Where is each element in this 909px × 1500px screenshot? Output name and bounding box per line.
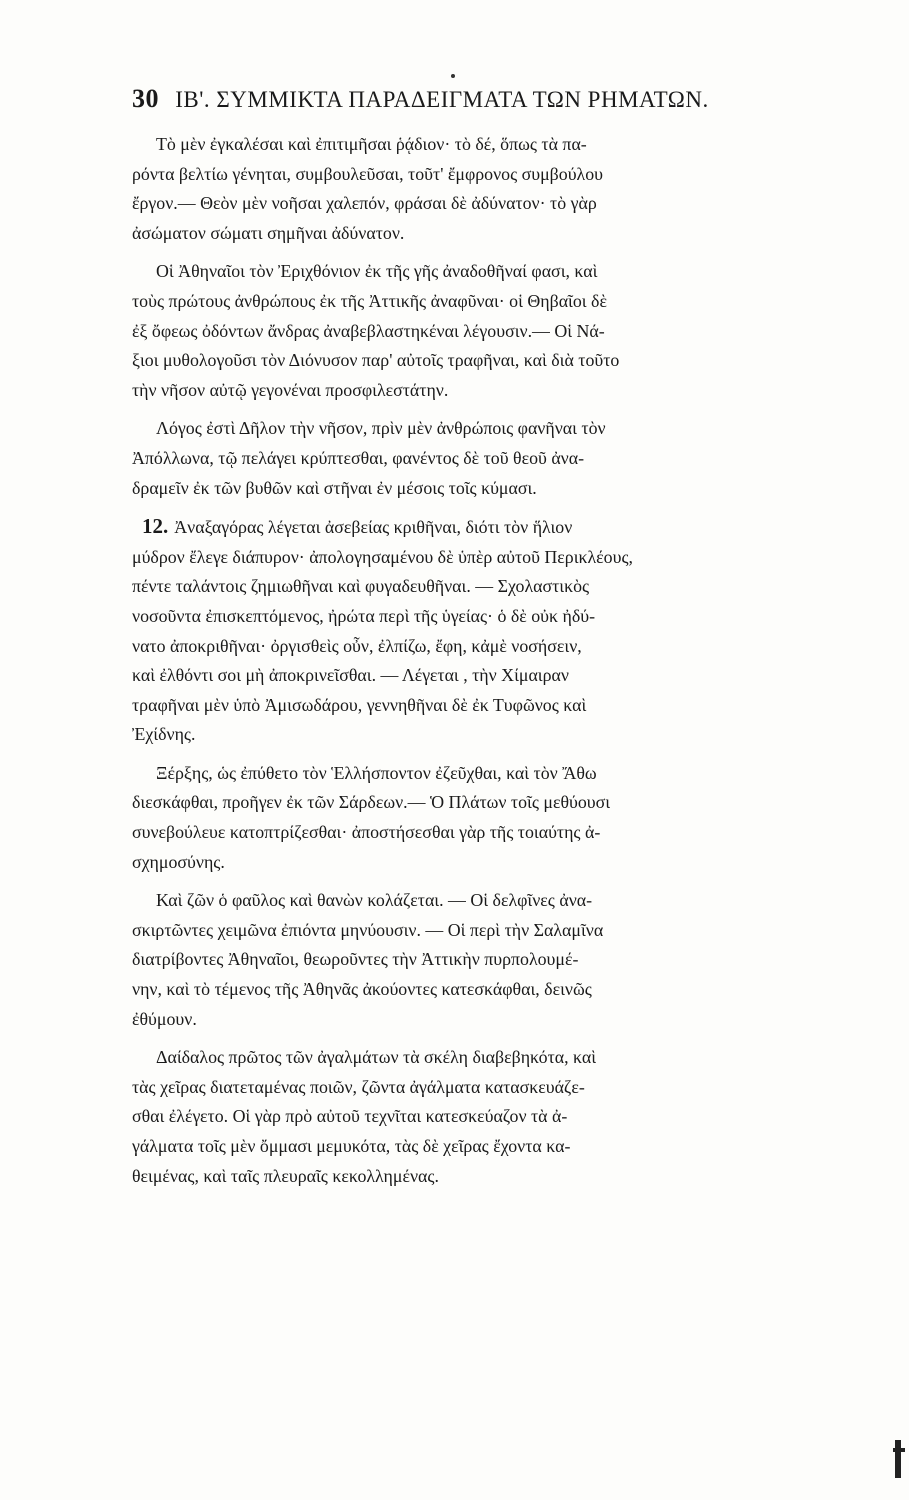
paragraph bbox=[132, 512, 792, 750]
paragraph bbox=[132, 414, 792, 503]
page-number: 30 bbox=[132, 84, 159, 113]
running-header bbox=[132, 84, 772, 114]
scan-edge-mark bbox=[893, 1448, 905, 1452]
text-line: Ἀπόλλωνα, τῷ πελάγει κρύπτεσθαι, φανέντος δὲ τοῦ θεοῦ ἀνα- bbox=[132, 447, 585, 468]
text-line: θειμένας, καὶ ταῖς πλευραῖς κεκολλημένας. bbox=[132, 1165, 439, 1186]
paragraph bbox=[132, 1043, 792, 1191]
text-line: νην, καὶ τὸ τέμενος τῆς Ἀθηνᾶς ἀκούοντες κατεσκάφθαι, δεινῶς bbox=[132, 979, 592, 1000]
text-line: σκιρτῶντες χειμῶνα ἐπιόντα μηνύουσιν. — Οἱ περὶ τὴν Σαλαμῖνα bbox=[132, 919, 604, 940]
text-line: νοσοῦντα ἐπισκεπτόμενος, ἠρώτα περὶ τῆς ὑγείας· ὁ δὲ οὐκ ἠδύ- bbox=[132, 605, 596, 626]
text-line: διατρίβοντες Ἀθηναῖοι, θεωροῦντες τὴν Ἀττικὴν πυρπολουμέ- bbox=[132, 949, 579, 970]
text-line: ἐξ ὄφεως ὀδόντων ἄνδρας ἀναβεβλαστηκέναι λέγουσιν.— Οἱ Νά- bbox=[132, 320, 605, 341]
running-title: IB'. ΣΥΜΜΙΚΤΑ ΠΑΡΑΔΕΙΓΜΑΤΑ ΤΩΝ ΡΗΜΑΤΩΝ. bbox=[175, 87, 709, 112]
text-line: τὴν νῆσον αὐτῷ γεγονέναι προσφιλεστάτην. bbox=[132, 379, 449, 400]
text-line: σχημοσύνης. bbox=[132, 851, 225, 872]
text-line: μύδρον ἔλεγε διάπυρον· ἀπολογησαμένου δὲ ὑπὲρ αὐτοῦ Περικλέους, bbox=[132, 546, 633, 567]
text-line: γάλματα τοῖς μὲν ὄμμασι μεμυκότα, τὰς δὲ χεῖρας ἔχοντα κα- bbox=[132, 1136, 571, 1156]
text-line: τὰς χεῖρας διατεταμένας ποιῶν, ζῶντα ἀγάλματα κατασκευάζε- bbox=[132, 1076, 585, 1097]
text-line: ἔργον.— Θεὸν μὲν νοῆσαι χαλεπόν, φράσαι δὲ ἀδύνατον· τὸ γὰρ bbox=[132, 193, 597, 214]
text-line: τοὺς πρώτους ἀνθρώπους ἐκ τῆς Ἀττικῆς ἀναφῦναι· οἱ Θηβαῖοι δὲ bbox=[132, 290, 607, 311]
text-line: ξιοι μυθολογοῦσι τὸν Διόνυσον παρ' αὐτοῖς τραφῆναι, καὶ διὰ τοῦτο bbox=[132, 350, 620, 371]
line-text: Ἀναξαγόρας λέγεται ἀσεβείας κριθῆναι, διότι τὸν ἥλιον bbox=[174, 517, 573, 538]
text-line: πέντε ταλάντοις ζημιωθῆναι καὶ φυγαδευθῆναι. — Σχολαστικὸς bbox=[132, 576, 590, 597]
paragraph bbox=[132, 886, 792, 1034]
paragraph bbox=[132, 130, 792, 248]
text-line: ἀσώματον σώματι σημῆναι ἀδύνατον. bbox=[132, 222, 405, 243]
text-line bbox=[132, 512, 792, 543]
text-line: Ξέρξης, ὡς ἐπύθετο τὸν Ἑλλήσποντον ἐζεῦχθαι, καὶ τὸν Ἄθω bbox=[156, 762, 597, 783]
text-line: Τὸ μὲν ἐγκαλέσαι καὶ ἐπιτιμῆσαι ῥᾴδιον· τὸ δέ, ὅπως τὰ πα- bbox=[156, 134, 587, 154]
paragraph bbox=[132, 759, 792, 877]
printer-dot bbox=[451, 74, 455, 78]
text-line: καὶ ἐλθόντι σοι μὴ ἀποκρινεῖσθαι. — Λέγεται , τὴν Χίμαιραν bbox=[132, 665, 569, 686]
text-line: Λόγος ἐστὶ Δῆλον τὴν νῆσον, πρὶν μὲν ἀνθρώποις φανῆναι τὸν bbox=[156, 418, 606, 439]
section-number: 12. bbox=[142, 514, 169, 539]
text-line: ρόντα βελτίω γένηται, συμβουλεῦσαι, τοῦτ' ἔμφρονος συμβούλου bbox=[132, 163, 603, 184]
text-line: Οἱ Ἀθηναῖοι τὸν Ἐριχθόνιον ἐκ τῆς γῆς ἀναδοθῆναί φασι, καὶ bbox=[156, 261, 598, 282]
text-line: διεσκάφθαι, προῆγεν ἐκ τῶν Σάρδεων.— Ὁ Πλάτων τοῖς μεθύουσι bbox=[132, 792, 611, 813]
text-line: Ἐχίδνης. bbox=[132, 724, 196, 745]
scan-edge-mark bbox=[895, 1440, 901, 1478]
text-line: συνεβούλευε κατοπτρίζεσθαι· ἀποστήσεσθαι γὰρ τῆς τοιαύτης ἀ- bbox=[132, 822, 601, 843]
text-line: νατο ἀποκριθῆναι· ὀργισθεὶς οὖν, ἐλπίζω, ἔφη, κἀμὲ νοσήσειν, bbox=[132, 635, 582, 656]
text-line: τραφῆναι μὲν ὑπὸ Ἀμισωδάρου, γεννηθῆναι δὲ ἐκ Τυφῶνος καὶ bbox=[132, 694, 587, 715]
text-line: δραμεῖν ἐκ τῶν βυθῶν καὶ στῆναι ἐν μέσοις τοῖς κύμασι. bbox=[132, 477, 537, 498]
text-line: ἐθύμουν. bbox=[132, 1008, 197, 1029]
text-line: σθαι ἐλέγετο. Οἱ γὰρ πρὸ αὐτοῦ τεχνῖται κατεσκεύαζον τὰ ἀ- bbox=[132, 1106, 568, 1127]
text-line: Καὶ ζῶν ὁ φαῦλος καὶ θανὼν κολάζεται. — Οἱ δελφῖνες ἀνα- bbox=[156, 890, 593, 911]
body-text bbox=[132, 130, 792, 1200]
paragraph bbox=[132, 257, 792, 405]
text-line: Δαίδαλος πρῶτος τῶν ἀγαλμάτων τὰ σκέλη διαβεβηκότα, καὶ bbox=[156, 1047, 597, 1068]
